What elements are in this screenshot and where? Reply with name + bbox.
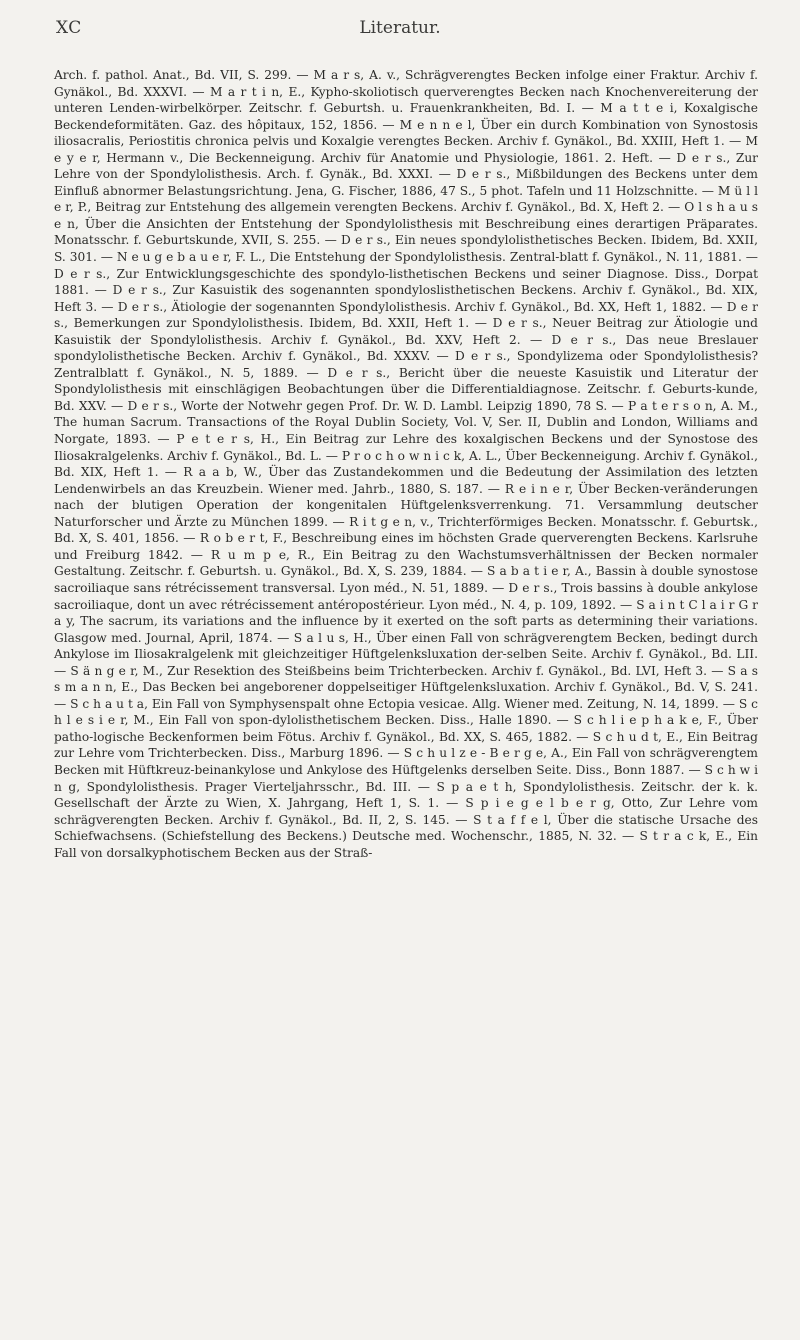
bibliography-paragraph: Arch. f. pathol. Anat., Bd. VII, S. 299. — M a r s, A. v., Schrägverengtes Becken infolge einer Fraktur. Archiv f. Gynäkol., Bd. XXXVI. — M a r t i n, E., Kypho-skoliotisch querverengtes Becken nach Knochenvereiterung der unteren Lenden-wirbelkörper. Zeitschr. f. Geburtsh. u. Frauenkrankheiten, Bd. I. — M a t t e i, Koxalgische Beckendeformitäten. Gaz. des hôpitaux, 152, 1856. — M e n n e l, Über ein durch Kombination von Synostosis iliosacralis, Periostitis chronica pelvis und Koxalgie verengtes Becken. Archiv f. Gynäkol., Bd. XXIII, Heft 1. — M e y e r, Hermann v., Die Beckenneigung. Archiv für Anatomie und Physiologie, 1861. 2. Heft. — D e r s., Zur Lehre von der Spondylolisthesis. Arch. f. Gynäk., Bd. XXXI. — D e r s., Mißbildungen des Beckens unter dem Einfluß abnormer Belastungsrichtung. Jena, G. Fischer, 1886, 47 S., 5 phot. Tafeln und 11 Holzschnitte. — M ü l l e r, P., Beitrag zur Entstehung des allgemein verengten Beckens. Archiv f. Gynäkol., Bd. X, Heft 2. — O l s h a u s e n, Über die Ansichten der Entstehung der Spondylolisthesis mit Beschreibung eines derartigen Präparates. Monatsschr. f. Geburtskunde, XVII, S. 255. — D e r s., Ein neues spondylolisthetisches Becken. Ibidem, Bd. XXII, S. 301. — N e u g e b a u e r, F. L., Die Entstehung der Spondylolisthesis. Zentral-blatt f. Gynäkol., N. 11, 1881. — D e r s., Zur Entwicklungsgeschichte des spondylo-listhetischen Beckens und seiner Diagnose. Diss., Dorpat 1881. — D e r s., Zur Kasuistik des sogenannten spondyloslisthetischen Beckens. Archiv f. Gynäkol., Bd. XIX, Heft 3. — D e r s., Ätiologie der sogenannten Spondylolisthesis. Archiv f. Gynäkol., Bd. XX, Heft 1, 1882. — D e r s., Bemerkungen zur Spondylolisthesis. Ibidem, Bd. XXII, Heft 1. — D e r s., Neuer Beitrag zur Ätiologie und Kasuistik der Spondylolisthesis. Archiv f. Gynäkol., Bd. XXV, Heft 2. — D e r s., Das neue Breslauer spondylolisthetische Becken. Archiv f. Gynäkol., Bd. XXXV. — D e r s., Spondylizema oder Spondylolisthesis? Zentralblatt f. Gynäkol., N. 5, 1889. — D e r s., Bericht über die neueste Kasuistik und Literatur der Spondylolisthesis mit einschlägigen Beobachtungen über die Differentialdiagnose. Zeitschr. f. Geburts-kunde, Bd. XXV. — D e r s., Worte der Notwehr gegen Prof. Dr. W. D. Lambl. Leipzig 1890, 78 S. — P a t e r s o n, A. M., The human Sacrum. Transactions of the Royal Dublin Society, Vol. V, Ser. II, Dublin and London, Williams and Norgate, 1893. — P e t e r s, H., Ein Beitrag zur Lehre des koxalgischen Beckens und der Synostose des Iliosakralgelenks. Archiv f. Gynäkol., Bd. L. — P r o c h o w n i c k, A. L., Über Beckenneigung. Archiv f. Gynäkol., Bd. XIX, Heft 1. — R a a b, W., Über das Zustandekommen und die Bedeutung der Assimilation des letzten Lendenwirbels an das Kreuzbein. Wiener med. Jahrb., 1880, S. 187. — R e i n e r, Über Becken-veränderungen nach der blutigen Operation der kongenitalen Hüftgelenksverrenkung. 71. Versammlung deutscher Naturforscher und Ärzte zu München 1899. — R i t g e n, v., Trichterförmiges Becken. Monatsschr. f. Geburtsk., Bd. X, S. 401, 1856. — R o b e r t, F., Beschreibung eines im höchsten Grade querverengten Beckens. Karlsruhe und Freiburg 1842. — R u m p e, R., Ein Beitrag zu den Wachstumsverhältnissen der Becken normaler Gestaltung. Zeitschr. f. Geburtsh. u. Gynäkol., Bd. X, S. 239, 1884. — S a b a t i e r, A., Bassin à double synostose sacroiliaque sans rétrécissement transversal. Lyon méd., N. 51, 1889. — D e r s., Trois bassins à double ankylose sacroiliaque, dont un avec rétrécissement antéropostérieur. Lyon méd., N. 4, p. 109, 1892. — S a i n t C l a i r G r a y, The sacrum, its variations and the influence by it exerted on the soft parts as determining their variations. Glasgow med. Journal, April, 1874. — S a l u s, H., Über einen Fall von schrägverengtem Becken, bedingt durch Ankylose im Iliosakralgelenk mit gleichzeitiger Hüftgelenksluxation der-selben Seite. Archiv f. Gynäkol., Bd. LII. — S ä n g e r, M., Zur Resektion des Steißbeins beim Trichterbecken. Archiv f. Gynäkol., Bd. LVI, Heft 3. — S a s s m a n n, E., Das Becken bei angeborener doppelseitiger Hüftgelenksluxation. Archiv f. Gynäkol., Bd. V, S. 241. — S c h a u t a, Ein Fall von Symphysenspalt ohne Ectopia vesicae. Allg. Wiener med. Zeitung, N. 14, 1899. — S c h l e s i e r, M., Ein Fall von spon-dylolisthetischem Becken. Diss., Halle 1890. — S c h l i e p h a k e, F., Über patho-logische Beckenformen beim Fötus. Archiv f. Gynäkol., Bd. XX, S. 465, 1882. — S c h u d t, E., Ein Beitrag zur Lehre vom Trichterbecken. Diss., Marburg 1896. — S c h u l z e - B e r g e, A., Ein Fall von schrägverengtem Becken mit Hüftkreuz-beinankylose und Ankylose des Hüftgelenks derselben Seite. Diss., Bonn 1887. — S c h w i n g, Spondylolisthesis. Prager Vierteljahrsschr., Bd. III. — S p a e t h, Spondylolisthesis. Zeitschr. der k. k. Gesellschaft der Ärzte zu Wien, X. Jahrgang, Heft 1, S. 1. — S p i e g e l b e r g, Otto, Zur Lehre vom schrägverengten Becken. Archiv f. Gynäkol., Bd. II, 2, S. 145. — S t a f f e l, Über die statische Ursache des Schiefwachsens. (Schiefstellung des Beckens.) Deutsche med. Wochenschr., 1885, N. 32. — S t r a c k, E., Ein Fall von dorsalkyphotischem Becken aus der Straß- [54,68,758,860]
bibliography-text [54,67,758,861]
page-number: XC [56,18,82,38]
running-title: Literatur. [359,18,441,38]
